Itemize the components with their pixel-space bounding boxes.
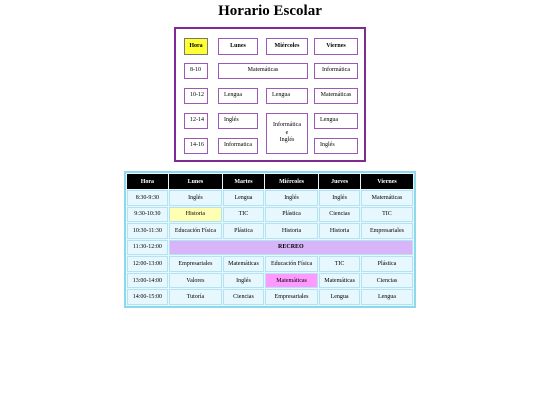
subject-cell-highlighted: Matemáticas: [265, 273, 318, 289]
recreo-cell: RECREO: [169, 240, 413, 256]
time-cell: 11:30-12:00: [127, 240, 168, 256]
table-row-break: [127, 240, 413, 256]
subject-cell: Informática: [314, 63, 358, 79]
time-cell: 12:00-13:00: [127, 256, 168, 272]
subject-cell-highlighted: Historia: [169, 207, 222, 223]
time-cell: 8-10: [184, 63, 208, 79]
subject-cell: Ciencias: [361, 273, 413, 289]
subject-cell: Empresariales: [361, 223, 413, 239]
table-header-row: [127, 174, 413, 189]
subject-cell: Ciencias: [319, 207, 360, 223]
subject-cell: TIC: [319, 256, 360, 272]
header-viernes: Viernes: [314, 38, 358, 55]
subject-cell: Matemáticas: [319, 273, 360, 289]
merged-line: e: [285, 129, 289, 136]
column-header: Miércoles: [265, 174, 318, 189]
timetable-table: [126, 173, 414, 306]
subject-cell: Lengua: [314, 113, 358, 129]
subject-cell: Inglés: [223, 273, 264, 289]
subject-cell: Lengua: [266, 88, 308, 104]
subject-cell: Educación Física: [169, 223, 222, 239]
time-cell: 13:00-14:00: [127, 273, 168, 289]
subject-cell: TIC: [361, 207, 413, 223]
subject-cell: Educación Física: [265, 256, 318, 272]
subject-cell: Inglés: [319, 190, 360, 206]
merged-subject-cell: Matemáticas: [218, 63, 308, 79]
table-row: [127, 190, 413, 206]
subject-cell: Historia: [319, 223, 360, 239]
table-row: [127, 256, 413, 272]
time-cell: 8:30-9:30: [127, 190, 168, 206]
column-header: Martes: [223, 174, 264, 189]
subject-cell: Plástica: [265, 207, 318, 223]
column-header: Lunes: [169, 174, 222, 189]
subject-cell: Empresariales: [265, 289, 318, 305]
time-cell: 14:00-15:00: [127, 289, 168, 305]
table-row: [127, 223, 413, 239]
subject-cell: Lengua: [218, 88, 258, 104]
time-cell: 14-16: [184, 138, 208, 154]
column-header: Viernes: [361, 174, 413, 189]
column-header: Jueves: [319, 174, 360, 189]
layout-sample-box: [174, 27, 366, 162]
subject-cell: Inglés: [218, 113, 258, 129]
subject-cell: Valores: [169, 273, 222, 289]
subject-cell: Empresariales: [169, 256, 222, 272]
table-row: [127, 207, 413, 223]
header-hora: Hora: [184, 38, 208, 55]
subject-cell: Lengua: [361, 289, 413, 305]
subject-cell: Inglés: [169, 190, 222, 206]
time-cell: 12-14: [184, 113, 208, 129]
subject-cell: Historia: [265, 223, 318, 239]
merged-subject-cell-vertical: [266, 113, 308, 154]
subject-cell: Inglés: [314, 138, 358, 154]
header-lunes: Lunes: [218, 38, 258, 55]
time-cell: 9:30-10:30: [127, 207, 168, 223]
subject-cell: Inglés: [265, 190, 318, 206]
table-row: [127, 273, 413, 289]
merged-line: Inglés: [279, 137, 295, 144]
subject-cell: TIC: [223, 207, 264, 223]
header-miercoles: Miércoles: [266, 38, 308, 55]
subject-cell: Tutoría: [169, 289, 222, 305]
subject-cell: Matemáticas: [314, 88, 358, 104]
time-cell: 10-12: [184, 88, 208, 104]
subject-cell: Matemáticas: [361, 190, 413, 206]
time-cell: 10:30-11:30: [127, 223, 168, 239]
subject-cell: Informatica: [218, 138, 258, 154]
timetable: [124, 171, 416, 308]
subject-cell: Ciencias: [223, 289, 264, 305]
table-row: [127, 289, 413, 305]
subject-cell: Lengua: [319, 289, 360, 305]
page-title: Horario Escolar: [218, 3, 322, 19]
merged-line: Informática: [273, 122, 301, 129]
subject-cell: Matemáticas: [223, 256, 264, 272]
subject-cell: Plástica: [361, 256, 413, 272]
subject-cell: Lengua: [223, 190, 264, 206]
subject-cell: Plástica: [223, 223, 264, 239]
column-header: Hora: [127, 174, 168, 189]
